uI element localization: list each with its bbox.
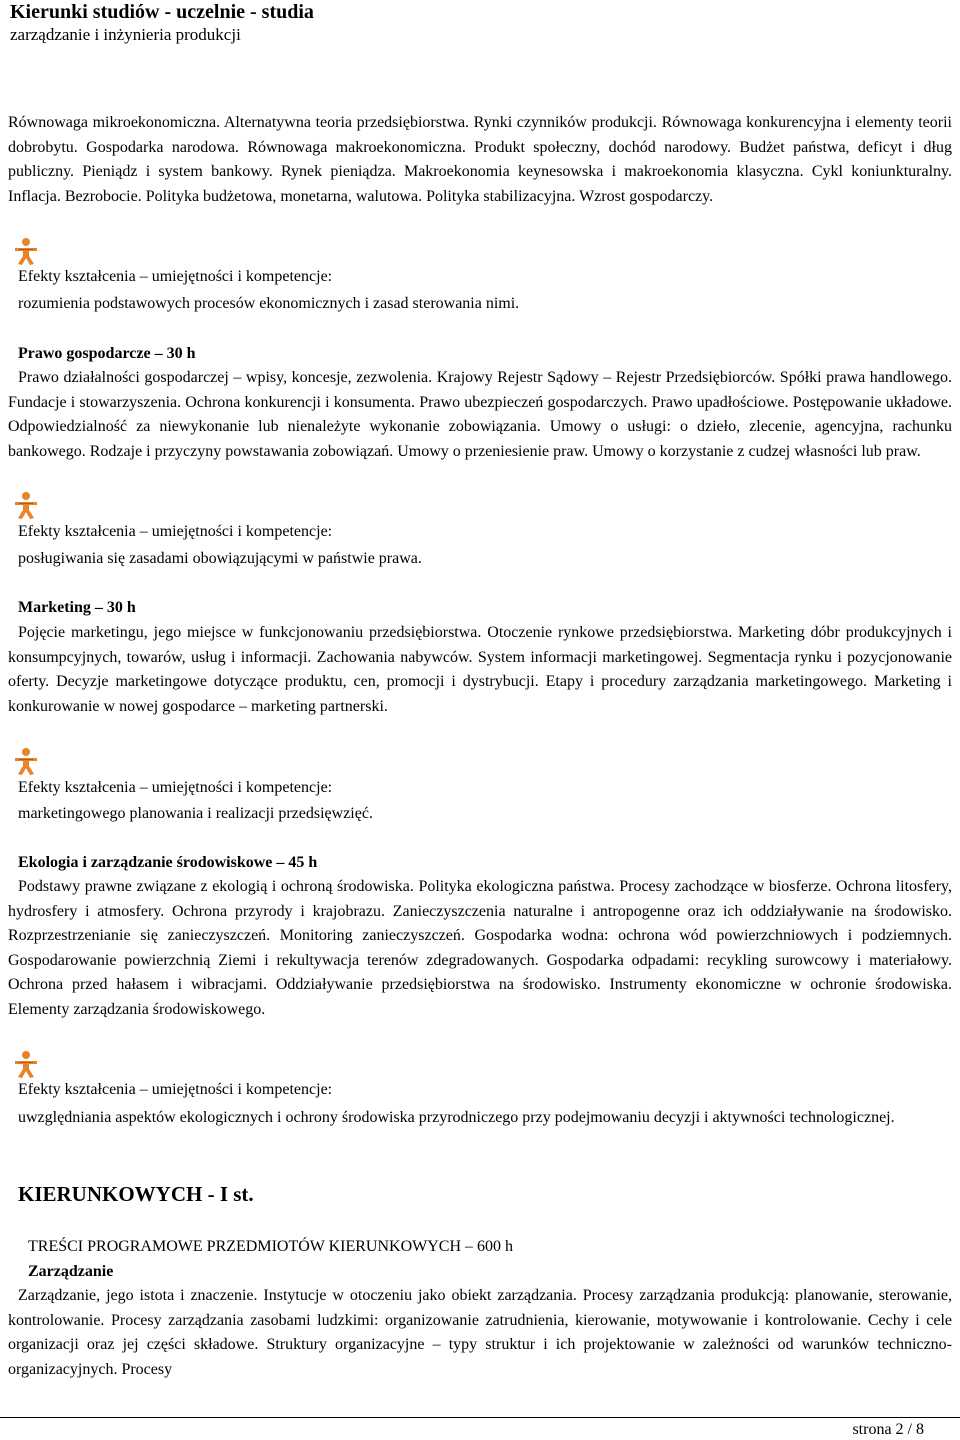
page-title: Kierunki studiów - uczelnie - studia xyxy=(10,1,314,23)
section-title: Prawo gospodarcze – 30 h xyxy=(18,345,196,362)
person-icon xyxy=(11,746,41,776)
footer-divider xyxy=(0,1417,960,1418)
person-icon xyxy=(11,236,41,266)
effects-label: Efekty kształcenia – umiejętności i kompetencje: xyxy=(18,523,333,540)
effects-label: Efekty kształcenia – umiejętności i kompetencje: xyxy=(18,268,333,285)
section-text: Prawo działalności gospodarczej – wpisy, koncesje, zezwolenia. Krajowy Rejestr Sądowy – Rejestr Przedsiębiorców. Spółki prawa handlowego. Fundacje i stowarzyszenia. Ochrona konkurencji i konsumenta. Prawo ubezpieczeń gospodarczych. Prawo upadłościowe. Postępowanie układowe. Odpowiedzialność za niewykonanie lub nienależyte wykonanie zobowiązania. Umowy o usługi: o dzieło, zlecenie, agencyjna, rachunku bankowego. Rodzaje i przyczyny powstawania zobowiązań. Umowy o przeniesienie praw. Umowy o korzystanie z cudzej własności lub praw. xyxy=(8,369,952,460)
section-title: Marketing – 30 h xyxy=(18,599,136,616)
kierunkowych-heading: KIERUNKOWYCH - I st. xyxy=(18,1182,254,1206)
zarzadzanie-heading: Zarządzanie xyxy=(28,1263,114,1280)
intro-paragraph: Równowaga mikroekonomiczna. Alternatywna teoria przedsiębiorstwa. Rynki czynników produkcji. Równowaga konkurencyjna i elementy teorii dobrobytu. Gospodarka narodowa. Równowaga makroekonomiczna. Produkt społeczny, dochód narodowy. Budżet państwa, deficyt i dług publiczny. Pieniądz i system bankowy. Rynek pieniądza. Makroekonomia keynesowska i makroekonomia klasyczna. Cykl koniunkturalny. Inflacja. Bezrobocie. Polityka budżetowa, monetarna, walutowa. Polityka stabilizacyjna. Wzrost gospodarczy. xyxy=(8,114,952,205)
outcome-text: rozumienia podstawowych procesów ekonomicznych i zasad sterowania nimi. xyxy=(18,295,520,312)
page-header xyxy=(10,0,314,46)
outcome-text: marketingowego planowania i realizacji przedsięwzięć. xyxy=(18,805,373,822)
outcome-text: posługiwania się zasadami obowiązującymi w państwie prawa. xyxy=(18,550,422,567)
section-text: Podstawy prawne związane z ekologią i ochroną środowiska. Polityka ekologiczna państwa. Procesy zachodzące w biosferze. Ochrona litosfery, hydrosfery i atmosfery. Ochrona przyrody i krajobrazu. Zanieczyszczenia naturalne i antropogenne oraz ich oddziaływanie na środowisko. Rozprzestrzenianie się zanieczyszczeń. Monitoring zanieczyszczeń. Gospodarka wodna: ochrona wód powierzchniowych i podziemnych. Gospodarowanie powierzchnią Ziemi i rekultywacja terenów zdegradowanych. Gospodarka odpadami: recykling surowcowy i materiałowy. Ochrona przed hałasem i wibracjami. Oddziaływanie przedsiębiorstwa na środowisko. Instrumenty ekonomiczne w ochronie środowiska. Elementy zarządzania środowiskowego. xyxy=(8,878,952,1018)
person-icon xyxy=(11,1049,41,1079)
section-title: Ekologia i zarządzanie środowiskowe – 45 h xyxy=(18,854,318,871)
section-text: Pojęcie marketingu, jego miejsce w funkcjonowaniu przedsiębiorstwa. Otoczenie rynkowe przedsiębiorstwa. Marketing dóbr produkcyjnych i konsumpcyjnych, towarów, usług i informacji. Zachowania nabywców. System informacji marketingowej. Segmentacja rynku i pozycjonowanie oferty. Decyzje marketingowe dotyczące produktu, cen, promocji i dystrybucji. Etapy i procedury zarządzania marketingowego. Marketing i konkurowanie w nowej gospodarce – marketing partnerski. xyxy=(8,624,952,715)
tresci-heading: TREŚCI PROGRAMOWE PRZEDMIOTÓW KIERUNKOWYCH – 600 h xyxy=(28,1238,514,1255)
page-subtitle: zarządzanie i inżynieria produkcji xyxy=(10,25,241,44)
page-number: strona 2 / 8 xyxy=(852,1421,924,1438)
outcome-text: uwzględniania aspektów ekologicznych i ochrony środowiska przyrodniczego przy podejmowaniu decyzji i aktywności technologicznej. xyxy=(18,1109,895,1126)
zarzadzanie-text: Zarządzanie, jego istota i znaczenie. Instytucje w otoczeniu jako obiekt zarządzania. Procesy zarządzania produkcją: planowanie, sterowanie, kontrolowanie. Procesy zarządzania zasobami ludzkimi: organizowanie zatrudnienia, kierowanie, motywowanie i kontrolowanie. Cechy i cele organizacji oraz jej części składowe. Struktury organizacyjne – typy struktur i ich projektowanie w zależności od warunków techniczno-organizacyjnych. Procesy xyxy=(8,1287,952,1378)
effects-label: Efekty kształcenia – umiejętności i kompetencje: xyxy=(18,779,333,796)
effects-label: Efekty kształcenia – umiejętności i kompetencje: xyxy=(18,1081,333,1098)
person-icon xyxy=(11,490,41,520)
